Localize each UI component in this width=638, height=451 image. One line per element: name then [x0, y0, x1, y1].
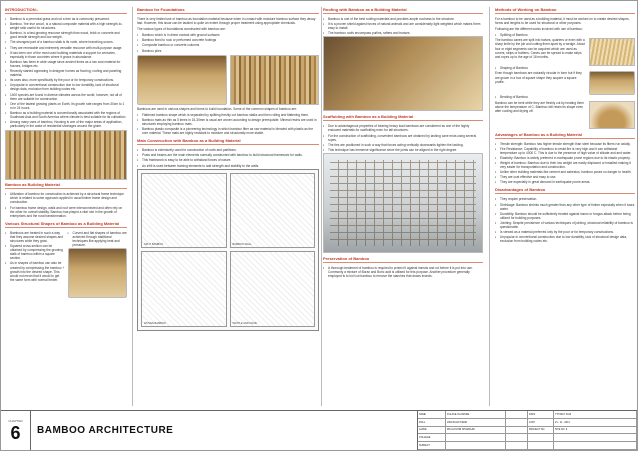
advantage-item: ▪ They are cost effective and easy to use.: [495, 175, 635, 179]
foundation-item: ▪ Bamboo which is in direct contact with ground surfaces: [137, 33, 319, 37]
title-block-cell: [528, 434, 554, 442]
column-methods: [495, 7, 635, 406]
advantages-list: [495, 142, 635, 185]
title-block-cell: GUIDE: [418, 427, 446, 435]
shapes-item: ▪ Squared cross-section can be obtained by compressing the growing stalk of bamboo within a square section.: [5, 244, 65, 260]
diagram-caption: BAMBOO WALL: [232, 243, 252, 247]
title-block-cell: [506, 434, 528, 442]
mats-list: [137, 148, 319, 167]
wall-types-diagram: [137, 169, 319, 331]
title-block-cell: DATE: [528, 411, 554, 419]
diagram-caption: WATTLE AND DAUB: [232, 321, 257, 325]
scaffolding-photo: [323, 153, 483, 253]
title-block-cell: [554, 442, 637, 450]
scaffolding-heading: Scaffolding with Bamboo as a Building Material: [323, 114, 483, 121]
material-list: [5, 192, 127, 218]
advantage-item: ▪ Unlike other building materials like cement and asbestos, bamboo poses no danger to health.: [495, 170, 635, 174]
title-block-cell: 2009-B-019 TERM: [446, 419, 506, 427]
walls-item: ▪ Bamboo plastic composite is a pioneering technology in which bamboo fiber as raw material is blended with plastic as the core material. These mats are highly resistant to moisture and structurally more stable.: [137, 127, 319, 135]
diagram-caption: SPLIT BAMBOO: [144, 243, 164, 247]
shapes-item: ▪ As in shapes of bamboo can also be created by compressing the bamboo + growth into the desired shape. This would not mean that it would to get the same form with normal timber.: [5, 261, 65, 281]
foundations-list: [137, 33, 319, 52]
title-block-cell: [446, 442, 506, 450]
intro-item: ▪ Unpopular in conventional construction due to low durability, lack of structural design data, exclusion from building codes etc.: [5, 83, 127, 91]
shaping-block: [495, 71, 635, 95]
intro-item: ▪ Bamboo as a building material is conventionally associated with the regions of Southeast Asia and South America where climate is best suitable for its cultivation.: [5, 111, 127, 119]
material-item: ▪ Utilization of bamboo for construction is achieved by a structural frame technique which is related to some approach applied in usual timber frame design and construction.: [5, 192, 127, 204]
shapes-left-list: [5, 231, 65, 282]
intro-item: ▪ They are renewable and extremely versatile resource with multi-purpose usage.: [5, 46, 127, 50]
preservation-list: [323, 266, 483, 278]
diagram-caption: WOVEN BAMBOO: [144, 321, 166, 325]
splitting-block: [495, 38, 635, 66]
splitting-subheading: ▪ Splitting of Bamboo: [495, 33, 635, 37]
chapter-number: 6: [10, 422, 21, 443]
scaffolding-item: ▪ This technique has immense significance since the joints can be aligned in the right degree.: [323, 148, 483, 152]
shapes-right-list: [68, 231, 128, 247]
methods-text: For a bamboo to be used as a building material, it must be worked on to create desired shapes, forms and lengths to be used for structural or other purposes.: [495, 17, 630, 26]
bending-text: Bamboo can be bent while they are freshly cut by heating them above the temperature of C. Bamboo will retain its shape even after cooling and drying off.: [495, 100, 584, 113]
mats-heading: Mats Construction with Bamboo as a Building Material: [137, 138, 319, 145]
disadvantage-item: ▪ Unpopular in conventional construction due to low durability, lack of structural design data, exclusion from building codes etc.: [495, 235, 635, 243]
intro-heading: INTRODUCTION:-: [5, 7, 127, 14]
intro-item: ▪ Its uses also, more specifically by the poor or for temporary constructions.: [5, 78, 127, 82]
disadvantage-item: ▪ They require preservation.: [495, 197, 635, 201]
title-block-cell: 21 - 11 - 2013: [554, 419, 637, 427]
diagram-cell: [230, 251, 316, 327]
disadvantages-list: [495, 197, 635, 243]
intro-item: ▪ One of the fastest growing plants on Earth. Its growth rate ranges from 30cm to 1 m in 24 hours.: [5, 102, 127, 110]
disadvantage-item: ▪ Jointing: Despite prevalence of various techniques of jointing, structural reliability of bamboo is questionable.: [495, 221, 635, 229]
title-block-cell: NAME: [418, 411, 446, 419]
shapes-columns: [5, 231, 127, 298]
foundations-text: There is very limited use of bamboo as foundation material because when in contact with moisture bamboo surface they decay fast. However, this issue can be tackled to quite an extent through proper treatment using appropriate chemicals.: [137, 17, 316, 26]
intro-item: ▪ Bamboo, 'the true wood', is a natural composite material with a high strength-to-weight ratio useful for structures.: [5, 22, 127, 30]
mats-item: ▪ This framework is easy to be able to withstand forces of nature.: [137, 158, 319, 162]
square-bamboo-photo: [68, 248, 128, 298]
bamboo-roof-photo: [323, 36, 483, 111]
mats-item: ▪ Posts and beams are the main elements normally constructed with bamboo to build structural framework for walls.: [137, 153, 319, 157]
column-introduction: [5, 7, 127, 406]
title-block-cell: [446, 434, 506, 442]
column-divider: [321, 7, 322, 406]
title-block-cell: [528, 442, 554, 450]
methods-heading: Methods of Working on Bamboo: [495, 7, 635, 14]
material-item: ▪ For bamboo frame design, walls and roof were interconnected and often rely on the other for overall stability. Bamboo has played a vital role in the growth of enterprises and the rural transformation.: [5, 206, 127, 218]
title-block-cell: FOLAKE OLASINDE: [446, 411, 506, 419]
column-foundations: [137, 7, 319, 406]
chapter-label: CHAPTER: [8, 418, 23, 423]
title-block-cell: [506, 419, 528, 427]
disadvantage-item: ▪ Is viewed as a material preferred only by the poor or for temporary constructions.: [495, 230, 635, 234]
roofing-item: ▪ It is a proven shield against forces of natural animals and are considerably light weighted which makes them easy to install.: [323, 22, 483, 30]
roofing-heading: Roofing with Bamboo as a Building Material: [323, 7, 483, 14]
shapes-heading: Various Structural Shapes of Bamboo as a Building Material: [5, 221, 127, 228]
advantage-item: ▪ Weight of bamboo: Bamboo due to their low weight are easily displaced or installed making it very easier for transportation and construction.: [495, 161, 635, 169]
advantage-item: ▪ They are especially in great demand in earthquake prone areas.: [495, 180, 635, 184]
diagram-cell: [141, 173, 227, 249]
intro-item: ▪ The strongest part of a bamboo stalk is its node, where branching occurs.: [5, 40, 127, 44]
roofing-item: ▪ Bamboo is one of the best roofing materials and provides ample coolness to the structure.: [323, 17, 483, 21]
shapes-item: ▪ Curved and flat shapes of bamboo are achieved through traditional techniques like applying heat and pressure.: [68, 231, 128, 247]
mats-item: ▪ Bamboo is extensively used for construction of roofs and partitions.: [137, 148, 319, 152]
advantage-item: ▪ Elasticity: Bamboo is widely preferred in earthquake prone regions due to its elastic property.: [495, 156, 635, 160]
preservation-heading: Preservation of Bamboo: [323, 256, 483, 263]
shaping-subheading: ▪ Shaping of Bamboo: [495, 66, 635, 70]
title-block-cell: [554, 434, 637, 442]
advantages-heading: Advantages of Bamboo as a Building Material: [495, 132, 635, 139]
methods-text-2: Following are the different works involved with use of bamboo:: [495, 27, 583, 32]
sheet-title: BAMBOO ARCHITECTURE: [37, 425, 174, 436]
material-heading: Bamboo as Building Material: [5, 182, 127, 189]
title-block-cell: [506, 411, 528, 419]
title-block-cell: MS.GAYATRI SHAMGURI: [446, 427, 506, 435]
title-block-table: [417, 411, 637, 450]
title-block-cell: SITE NO. 9: [554, 427, 637, 435]
intro-list: [5, 17, 127, 128]
foundation-item: ▪ Composite bamboo or concrete columns: [137, 43, 319, 47]
bent-bamboo-photo: [589, 101, 635, 129]
foundations-heading: Bamboo for Foundations: [137, 7, 319, 14]
square-bamboo-photo: [589, 71, 635, 95]
title-block-cell: [506, 442, 528, 450]
title-block-cell: [506, 427, 528, 435]
advantage-item: ▪ Fire Resistance: Capability of bamboo to resist fire is very high and it can withstand temperature up to 4000 C. This is due to the presence of high value of silicate and and water.: [495, 147, 635, 155]
walls-list: [137, 113, 319, 135]
foundation-item: ▪ Bamboo piles: [137, 49, 319, 53]
column-divider: [489, 7, 490, 406]
title-block-cell: 7TH MAY 2013: [554, 411, 637, 419]
shapes-item: ▪ Bamboos are treated in such a way that they assume desired shapes and structures while they grow.: [5, 231, 65, 243]
preservation-item: ▪ A thorough treatment of bamboo is required to protect it against insects and rot before it is put into use. Commonly a mixture of Borax and Boric acid is utilised for this purpose. Another procedure generally employed is to boil cut bamboo to remove the starches that draws insects.: [323, 266, 483, 278]
diagram-cell: [230, 173, 316, 249]
scaffolding-list: [323, 124, 483, 152]
bending-subheading: ▪ Bending of Bamboo: [495, 95, 635, 99]
mats-item: ▪ An infill is used between framing elements to add strength and stability to the walls.: [137, 164, 319, 168]
scaffolding-item: ▪ Due to advantageous properties of bearing heavy load bamboos are considered as one of the highly endowed materials for scaffolding even for tall structures.: [323, 124, 483, 132]
intro-item: ▪ Bamboo has been in wide usage since ancient times as a low cost material for houses, bridges etc.: [5, 60, 127, 68]
scaffolding-item: ▪ For the construction of scaffolding, convenient bamboos are obtained by lashing cane ends using several ropes.: [323, 134, 483, 142]
title-block-cell: JURY: [528, 419, 554, 427]
disadvantage-item: ▪ Shrinkage: Bamboo shrinks much greater than any other type of timber especially when it loses water.: [495, 203, 635, 211]
splitting-text: The bamboo canes are split into halves, quarters or even with a sharp knife by the job and cutting them apart by a wedge. About four or eight segments can be acquired which are used as covers, strips or battens. Canes can be spread to make strips and ropes up to the age of 18 months.: [495, 38, 586, 59]
bamboo-foundation-photo: [137, 55, 227, 105]
shaping-text: Even though bamboos are naturally circular in form but if they are grown in a box of square shape they acquire a square profile.: [495, 71, 582, 84]
title-block: [1, 410, 637, 450]
bamboo-stack-photo: [230, 55, 320, 105]
foundation-figures: [137, 55, 319, 105]
roofing-list: [323, 17, 483, 35]
walls-item: ▪ Bamboo mats as thin as 5 times in 15-30mm is usual are woven according to design prerequisite. Mineral resins are used in structures employing bamboo mats.: [137, 118, 319, 126]
title-block-cell: SUBJECT: [418, 442, 446, 450]
title-block-cell: PROJECT NO.: [528, 427, 554, 435]
disadvantages-heading: Disadvantages of Bamboo: [495, 187, 635, 194]
title-block-cell: ROLL: [418, 419, 446, 427]
intro-item: ▪ Bamboo, is a fast-growing resource strength than wood, brick or concrete and good tensile strength and low weight.: [5, 31, 127, 39]
bamboo-poles-photo: [5, 130, 127, 180]
intro-item: ▪ 1400 species are found in diverse climates across the world; however, not all of them are suitable for construction.: [5, 93, 127, 101]
chapter-box: [1, 411, 31, 450]
foundations-types-text: The various types of foundations constructed with bamboo are:: [137, 27, 226, 32]
scaffolding-item: ▪ The ties are positioned in such a way that forces acting vertically downwards tighten the lashing.: [323, 143, 483, 147]
walls-text: Bamboos are used in various shapes and forms to build foundation. Some of the common shapes of bamboo are:: [137, 106, 298, 111]
disadvantage-item: ▪ Durability: Bamboo should be sufficiently treated against insect or fungus attack before being utilized for building purposes.: [495, 212, 635, 220]
intro-item: ▪ Among many uses of bamboo, Housing is one of the major areas of application, particularly in the wake of residential shortages around the globe.: [5, 120, 127, 128]
column-divider: [132, 7, 133, 406]
roofing-item: ▪ The bamboo roofs encompass purlins, rafters and trusses.: [323, 31, 483, 35]
intro-item: ▪ Recently started appearing in designer homes as flooring, roofing and paneling material.: [5, 69, 127, 77]
diagram-cell: [141, 251, 227, 327]
intro-item: ▪ Bamboo is a perennial grass and not a tree as is commonly presumed.: [5, 17, 127, 21]
foundation-item: ▪ Bamboo fixed to rock or preformed concrete footings: [137, 38, 319, 42]
split-bamboo-photo: [589, 38, 635, 66]
column-roofing: [323, 7, 483, 406]
advantage-item: ▪ Tensile strength: Bamboo has higher tensile strength than steel because its fibers run axially.: [495, 142, 635, 146]
intro-item: ▪ It has been one of the most used building materials a support for centuries, especially in those countries where it grows in abundance.: [5, 51, 127, 59]
bending-block: [495, 101, 635, 129]
title-block-cell: COLLEGE: [418, 434, 446, 442]
walls-item: ▪ Flattened bamboo shape which is separated by splitting freshly cut bamboo stalks and then rolling and flattening them.: [137, 113, 319, 117]
